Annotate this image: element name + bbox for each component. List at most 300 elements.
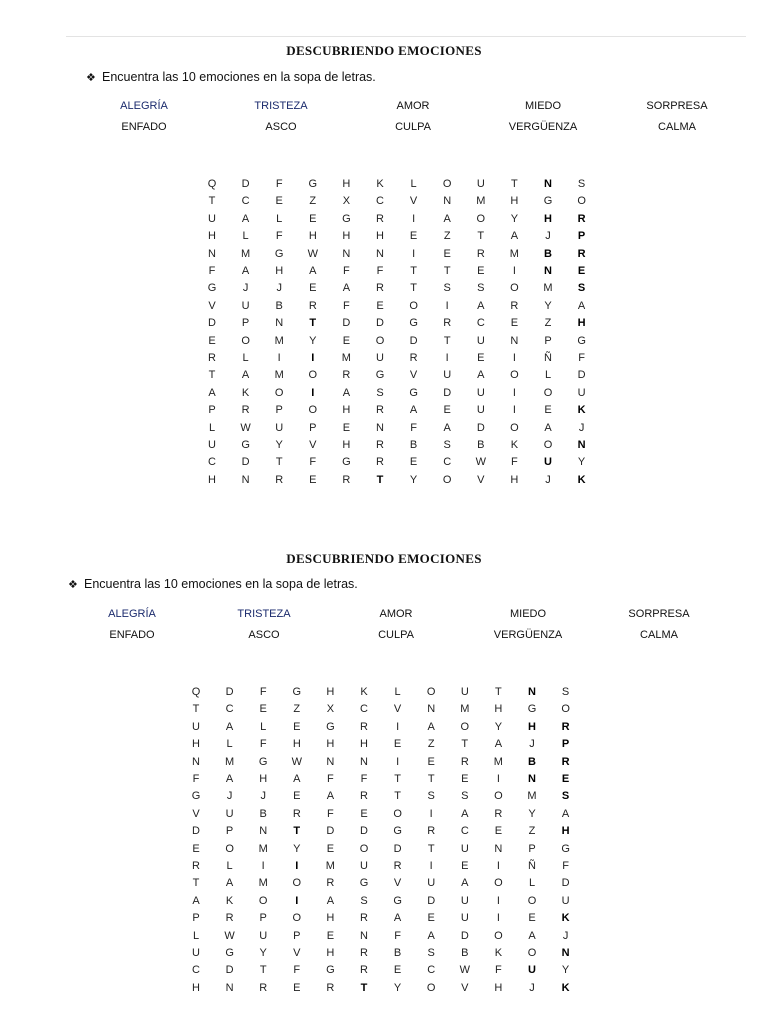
word-culpa: CULPA — [378, 629, 414, 641]
grid-cell: C — [360, 703, 368, 716]
grid-cell: I — [512, 386, 516, 399]
grid-cell: F — [562, 860, 569, 872]
grid-cell: R — [376, 282, 384, 295]
grid-cell: N — [275, 317, 284, 330]
grid-cell: Z — [544, 317, 552, 330]
grid-cell: Z — [443, 230, 451, 243]
grid-cell: I — [496, 860, 500, 872]
grid-cell: L — [226, 738, 233, 751]
grid-cell: S — [577, 282, 586, 295]
grid-cell: E — [208, 334, 216, 347]
grid-cell: W — [475, 456, 486, 469]
grid-cell: K — [577, 473, 586, 486]
grid-cell: J — [562, 929, 569, 942]
grid-cell: N — [326, 755, 335, 768]
grid-cell: L — [528, 877, 536, 890]
grid-cell: R — [494, 807, 503, 820]
grid-cell: D — [577, 369, 586, 382]
grid-cell: G — [409, 386, 418, 399]
grid-cell: A — [477, 369, 485, 382]
word-tristeza: TRISTEZA — [254, 100, 308, 112]
grid-cell: T — [394, 773, 401, 785]
grid-cell: E — [342, 334, 351, 347]
word-calma: CALMA — [658, 121, 696, 133]
grid-cell: C — [443, 456, 452, 469]
grid-cell: A — [443, 212, 451, 225]
grid-cell: Y — [275, 439, 283, 451]
grid-cell: H — [326, 947, 335, 959]
grid-cell: E — [544, 404, 552, 417]
grid-cell: N — [528, 686, 536, 698]
grid-cell: D — [476, 421, 485, 434]
grid-cell: R — [376, 439, 384, 451]
instruction — [68, 577, 358, 591]
grid-cell: G — [191, 790, 201, 803]
grid-cell: E — [494, 825, 503, 838]
grid-cell: A — [309, 265, 317, 277]
grid-cell: F — [343, 265, 350, 277]
grid-cell: B — [461, 947, 469, 959]
grid-cell: K — [376, 178, 384, 190]
grid-cell: N — [342, 247, 351, 260]
grid-cell: D — [326, 825, 335, 838]
grid-cell: F — [410, 421, 417, 434]
grid-cell: H — [494, 703, 503, 716]
grid-cell: A — [477, 299, 485, 312]
grid-cell: R — [326, 981, 335, 994]
grid-cell: S — [360, 894, 368, 907]
grid-cell: P — [192, 912, 200, 925]
grid-cell: D — [208, 317, 216, 330]
grid-cell: H — [561, 825, 570, 838]
grid-cell: O — [543, 386, 553, 399]
word-amor: AMOR — [379, 608, 413, 620]
grid-cell: J — [276, 282, 282, 295]
grid-cell: E — [309, 282, 317, 295]
grid-cell: V — [409, 195, 418, 208]
grid-cell: E — [376, 299, 384, 312]
grid-cell: E — [427, 755, 435, 768]
grid-cell: U — [192, 720, 200, 733]
grid-cell: F — [275, 178, 283, 190]
grid-cell: A — [427, 720, 435, 733]
grid-cell: D — [393, 842, 402, 855]
grid-cell: H — [342, 404, 351, 417]
grid-cell: O — [308, 369, 318, 382]
grid-cell: C — [192, 964, 200, 977]
grid-cell: W — [307, 247, 318, 260]
grid-cell: E — [326, 842, 335, 855]
grid-cell: P — [577, 230, 586, 243]
grid-cell: Z — [427, 738, 435, 751]
worksheet-2 — [0, 508, 768, 1020]
grid-cell: F — [327, 807, 334, 820]
grid-cell: A — [443, 421, 451, 434]
word-alegria: ALEGRÍA — [120, 100, 168, 112]
grid-cell: R — [360, 720, 368, 733]
grid-cell: B — [393, 947, 402, 959]
grid-cell: I — [277, 352, 281, 364]
grid-cell: S — [561, 790, 570, 803]
grid-cell: J — [545, 473, 551, 486]
grid-cell: T — [477, 230, 485, 243]
grid-cell: I — [311, 352, 315, 364]
word-enfado: ENFADO — [109, 629, 155, 641]
grid-cell: A — [528, 929, 536, 942]
grid-cell: O — [409, 299, 418, 312]
grid-cell: A — [577, 299, 586, 312]
grid-cell: V — [477, 473, 485, 486]
grid-cell: K — [360, 686, 368, 698]
grid-cell: U — [476, 178, 485, 190]
grid-cell: R — [577, 247, 586, 260]
grid-cell: D — [225, 964, 234, 977]
grid-cell: H — [510, 473, 519, 486]
grid-cell: Y — [561, 964, 570, 977]
grid-cell: Z — [309, 195, 317, 208]
grid-cell: Y — [528, 807, 536, 820]
grid-cell: Y — [393, 981, 402, 994]
grid-cell: E — [309, 212, 317, 225]
grid-cell: O — [510, 369, 519, 382]
grid-cell: N — [561, 947, 570, 959]
grid-cell: J — [226, 790, 233, 803]
grid-cell: O — [561, 703, 570, 716]
grid-cell: Y — [510, 212, 519, 225]
grid-cell: U — [460, 686, 469, 698]
grid-cell: T — [511, 178, 518, 190]
grid-cell: E — [528, 912, 536, 925]
grid-cell: D — [225, 686, 234, 698]
grid-cell: L — [192, 929, 200, 942]
grid-cell: N — [376, 247, 384, 260]
grid-cell: T — [495, 686, 502, 698]
grid-cell: A — [225, 720, 234, 733]
worksheet-title: DESCUBRIENDO EMOCIONES — [286, 43, 482, 58]
word-amor: AMOR — [396, 100, 430, 112]
grid-cell: I — [295, 860, 299, 872]
grid-cell: N — [241, 473, 250, 486]
grid-cell: H — [259, 773, 268, 785]
grid-cell: I — [311, 386, 315, 399]
grid-cell: R — [208, 352, 216, 364]
grid-cell: R — [360, 790, 368, 803]
grid-cell: G — [326, 964, 335, 977]
grid-cell: V — [208, 299, 216, 312]
grid-cell: E — [393, 964, 402, 977]
grid-cell: P — [561, 738, 570, 751]
grid-cell: S — [477, 282, 485, 295]
grid-cell: O — [359, 842, 369, 855]
grid-cell: S — [443, 282, 451, 295]
grid-cell: I — [496, 894, 500, 907]
grid-cell: K — [577, 404, 586, 417]
word-verguenza: VERGÜENZA — [493, 629, 563, 641]
grid-cell: A — [342, 386, 351, 399]
grid-cell: T — [259, 964, 267, 977]
grid-cell: M — [493, 755, 503, 768]
grid-cell: V — [393, 703, 402, 716]
grid-cell: R — [376, 212, 384, 225]
grid-cell: N — [192, 755, 200, 768]
grid-cell: P — [241, 317, 250, 330]
grid-cell: E — [259, 703, 267, 716]
grid-cell: L — [242, 230, 249, 243]
grid-cell: O — [393, 807, 402, 820]
grid-cell: Q — [191, 686, 201, 698]
grid-cell: L — [208, 421, 216, 434]
grid-cell: E — [293, 720, 301, 733]
word-alegria: ALEGRÍA — [108, 608, 156, 620]
grid-cell: S — [427, 790, 435, 803]
grid-cell: F — [327, 773, 334, 785]
grid-cell: Q — [207, 178, 217, 190]
grid-cell: N — [510, 334, 519, 347]
grid-cell: M — [325, 860, 335, 872]
grid-cell: M — [274, 334, 284, 347]
grid-cell: D — [342, 317, 351, 330]
word-enfado: ENFADO — [121, 121, 167, 133]
grid-cell: F — [275, 230, 283, 243]
grid-cell: A — [342, 282, 351, 295]
grid-cell: F — [495, 964, 502, 977]
grid-cell: E — [309, 473, 317, 486]
grid-cell: O — [442, 178, 452, 190]
grid-cell: O — [527, 947, 537, 959]
grid-cell: A — [241, 369, 250, 382]
grid-cell: M — [341, 352, 351, 364]
grid-cell: J — [529, 738, 535, 751]
grid-cell: G — [561, 842, 570, 855]
grid-cell: I — [412, 247, 416, 260]
grid-cell: Z — [293, 703, 301, 716]
grid-cell: U — [208, 212, 216, 225]
grid-cell: F — [578, 352, 585, 364]
grid-cell: A — [510, 230, 519, 243]
grid-cell: V — [461, 981, 469, 994]
word-calma: CALMA — [640, 629, 678, 641]
grid-cell: E — [477, 352, 485, 364]
diamond-bullet-icon: ❖ — [86, 72, 96, 84]
grid-cell: K — [494, 947, 503, 959]
grid-cell: G — [409, 317, 418, 330]
grid-cell: A — [494, 738, 503, 751]
grid-cell: L — [226, 860, 233, 872]
grid-cell: J — [578, 421, 585, 434]
grid-cell: F — [309, 456, 317, 469]
grid-cell: M — [258, 877, 268, 890]
grid-cell: N — [494, 842, 503, 855]
grid-cell: G — [393, 894, 402, 907]
grid-cell: I — [512, 265, 516, 277]
grid-cell: A — [208, 386, 216, 399]
word-asco: ASCO — [265, 121, 297, 133]
grid-cell: L — [242, 352, 249, 364]
grid-cell: G — [577, 334, 586, 347]
grid-cell: E — [427, 912, 435, 925]
grid-cell: R — [342, 473, 351, 486]
grid-cell: D — [561, 877, 570, 890]
grid-cell: M — [225, 755, 235, 768]
grid-cell: Z — [528, 825, 536, 838]
grid-cell: D — [443, 386, 452, 399]
instruction-text: Encuentra las 10 emociones en la sopa de letras. — [84, 577, 358, 591]
instruction — [86, 70, 376, 84]
grid-cell: C — [427, 964, 436, 977]
grid-cell: S — [427, 947, 435, 959]
top-divider — [66, 36, 746, 37]
grid-cell: U — [577, 386, 586, 399]
grid-cell: F — [192, 773, 200, 785]
grid-cell: J — [529, 981, 535, 994]
grid-cell: I — [412, 212, 416, 225]
grid-cell: G — [225, 947, 234, 959]
grid-cell: C — [208, 456, 216, 469]
grid-cell: H — [544, 212, 552, 225]
grid-cell: H — [292, 738, 301, 751]
grid-cell: K — [241, 386, 250, 399]
grid-cell: G — [543, 195, 553, 208]
grid-cell: R — [342, 369, 351, 382]
grid-cell: G — [342, 456, 351, 469]
grid-cell: G — [375, 369, 385, 382]
grid-cell: H — [308, 230, 317, 243]
word-culpa: CULPA — [395, 121, 431, 133]
grid-cell: E — [326, 929, 335, 942]
grid-cell: F — [208, 265, 216, 277]
grid-cell: W — [240, 421, 251, 434]
grid-cell: U — [460, 842, 469, 855]
grid-cell: T — [192, 703, 200, 716]
grid-cell: R — [326, 877, 335, 890]
grid-cell: R — [259, 981, 268, 994]
grid-cell: R — [360, 947, 368, 959]
grid-cell: I — [261, 860, 265, 872]
grid-cell: P — [275, 404, 283, 417]
grid-cell: G — [258, 755, 268, 768]
grid-cell: N — [225, 981, 234, 994]
grid-cell: Y — [409, 473, 418, 486]
grid-cell: I — [496, 912, 500, 925]
grid-cell: T — [293, 825, 301, 838]
instruction-text: Encuentra las 10 emociones en la sopa de letras. — [102, 70, 376, 84]
grid-cell: T — [443, 265, 451, 277]
grid-cell: U — [460, 894, 469, 907]
grid-cell: T — [410, 282, 417, 295]
grid-cell: E — [293, 790, 301, 803]
word-miedo: MIEDO — [509, 608, 547, 620]
grid-cell: U — [225, 807, 234, 820]
grid-cell: E — [409, 230, 418, 243]
grid-cell: M — [258, 842, 268, 855]
grid-cell: H — [360, 738, 368, 751]
grid-cell: D — [192, 825, 200, 838]
grid-cell: A — [326, 894, 335, 907]
grid-cell: A — [241, 212, 250, 225]
grid-cell: H — [528, 720, 536, 733]
grid-cell: U — [376, 352, 384, 364]
grid-cell: B — [528, 755, 536, 768]
grid-cell: R — [376, 456, 384, 469]
grid-cell: M — [274, 369, 284, 382]
grid-cell: R — [360, 912, 368, 925]
grid-cell: E — [360, 807, 368, 820]
grid-cell: C — [241, 195, 250, 208]
grid-cell: R — [225, 912, 234, 925]
grid-cell: E — [342, 421, 351, 434]
grid-cell: P — [528, 842, 536, 855]
grid-cell: H — [342, 439, 351, 451]
diamond-bullet-icon: ❖ — [68, 579, 78, 591]
grid-cell: F — [360, 773, 368, 785]
grid-cell: Y — [259, 947, 267, 959]
grid-cell: G — [359, 877, 369, 890]
grid-cell: O — [494, 877, 503, 890]
grid-cell: L — [276, 212, 283, 225]
grid-cell: O — [241, 334, 250, 347]
grid-cell: I — [445, 352, 449, 364]
grid-cell: P — [259, 912, 267, 925]
grid-cell: R — [510, 299, 519, 312]
grid-cell: O — [494, 929, 503, 942]
grid-cell: O — [476, 212, 486, 225]
grid-cell: C — [476, 317, 485, 330]
grid-cell: L — [260, 720, 267, 733]
grid-cell: O — [375, 334, 385, 347]
grid-cell: A — [561, 807, 570, 820]
word-sorpresa: SORPRESA — [628, 608, 690, 620]
grid-cell: P — [208, 404, 216, 417]
grid-cell: N — [427, 703, 436, 716]
grid-cell: M — [509, 247, 519, 260]
grid-cell: T — [461, 738, 469, 751]
grid-cell: E — [461, 860, 469, 872]
grid-cell: E — [477, 265, 485, 277]
grid-cell: U — [259, 929, 268, 942]
grid-cell: L — [394, 686, 401, 698]
grid-cell: T — [376, 473, 384, 486]
word-asco: ASCO — [248, 629, 280, 641]
grid-cell: J — [260, 790, 266, 803]
grid-cell: Y — [544, 299, 552, 312]
grid-cell: E — [561, 773, 570, 785]
grid-cell: I — [429, 807, 433, 820]
grid-cell: U — [476, 386, 485, 399]
grid-cell: K — [561, 981, 570, 994]
grid-cell: U — [561, 894, 570, 907]
grid-cell: M — [241, 247, 251, 260]
word-sorpresa: SORPRESA — [646, 100, 708, 112]
grid-cell: N — [544, 178, 552, 190]
grid-cell: A — [461, 807, 469, 820]
grid-cell: D — [241, 178, 250, 190]
grid-cell: U — [241, 299, 250, 312]
grid-cell: K — [225, 894, 234, 907]
grid-cell: A — [461, 877, 469, 890]
grid-cell: R — [577, 212, 586, 225]
grid-cell: E — [275, 195, 283, 208]
grid-cell: R — [393, 860, 402, 872]
grid-cell: R — [561, 755, 570, 768]
grid-cell: X — [326, 703, 335, 716]
grid-cell: W — [224, 929, 235, 942]
grid-cell: F — [394, 929, 401, 942]
grid-cell: R — [443, 317, 452, 330]
grid-cell: M — [460, 703, 470, 716]
grid-cell: G — [241, 439, 250, 451]
grid-cell: U — [208, 439, 216, 451]
grid-cell: J — [545, 230, 551, 243]
